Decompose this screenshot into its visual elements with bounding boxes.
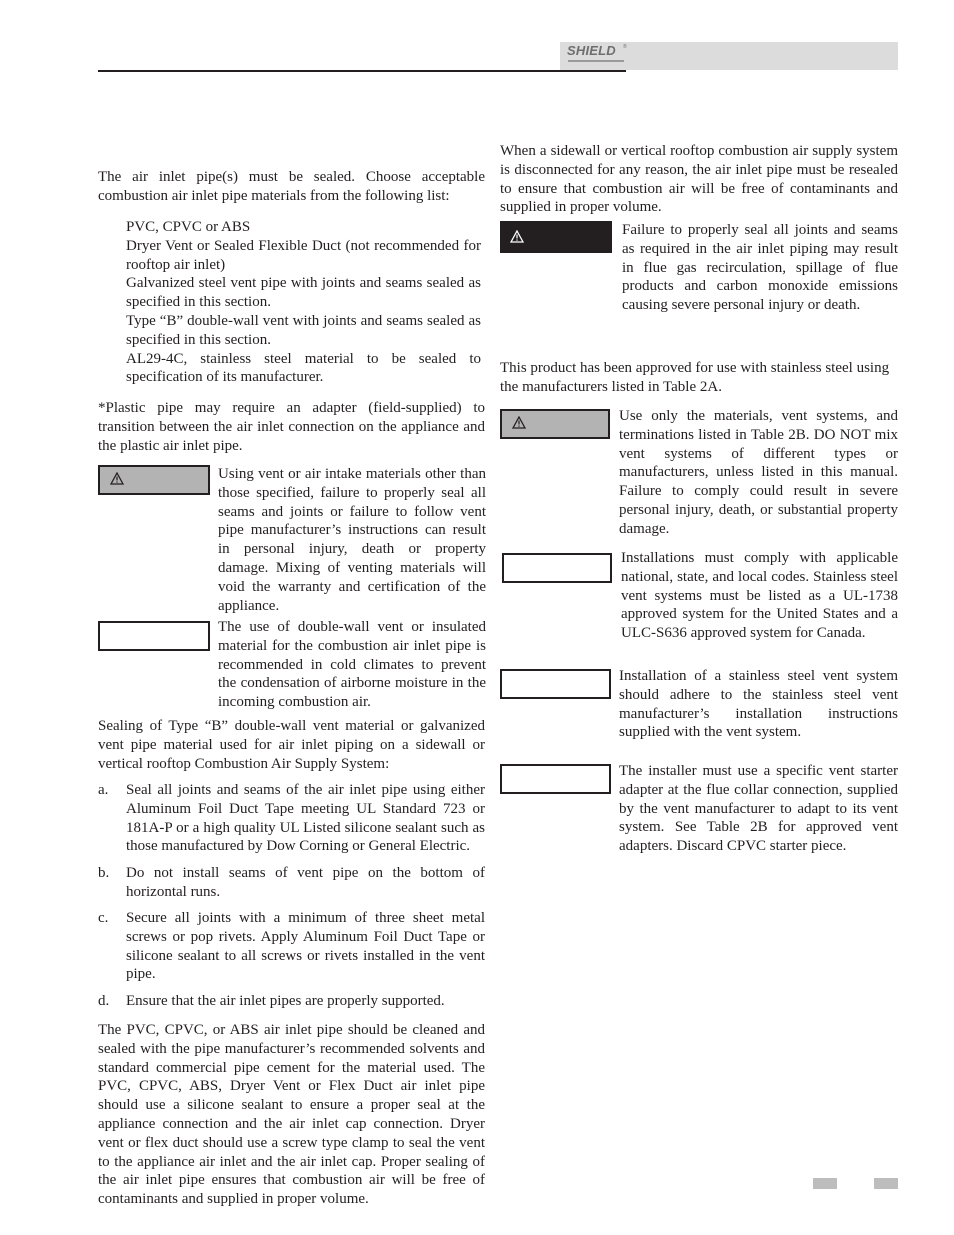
page-footer-tab bbox=[813, 1178, 837, 1189]
page-footer-tab bbox=[874, 1178, 898, 1189]
pvc-sealing-paragraph: The PVC, CPVC, or ABS air inlet pipe should be cleaned and sealed with the pipe manufacturer’s recommended solvents and standard commercial pipe cement for the material used. The PVC, CPVC, ABS, Dryer Vent or Flex Duct air inlet pipe should use a silicone sealant to ensure a proper seal at the appliance connection and the air inlet cap connection. Dryer vent or flex duct should use a screw type clamp to seal the vent to the appliance air inlet and the air inlet cap. Proper sealing of the air inlet pipe ensures that combustion air will be free of contaminants and supplied in proper volume. bbox=[98, 1022, 485, 1208]
materials-list-item: Dryer Vent or Sealed Flexible Duct (not recommended for rooftop air inlet) bbox=[126, 237, 481, 273]
logo-tagline-bar bbox=[568, 60, 624, 62]
notice-codes-text: Installations must comply with applicable national, state, and local codes. Stainless steel vent systems must be listed as a UL-1738 approved system for the United States and a ULC-S636 approved system for Canada. bbox=[621, 550, 898, 642]
materials-list bbox=[126, 218, 481, 387]
materials-list-item: PVC, CPVC or ABS bbox=[126, 219, 251, 235]
air-inlet-intro-paragraph: The air inlet pipe(s) must be sealed. Choose acceptable combustion air inlet pipe materials from the following list: bbox=[98, 169, 485, 204]
warning-badge bbox=[500, 409, 610, 439]
stainless-approval-paragraph: This product has been approved for use with stainless steel using the manufacturers listed in Table 2A. bbox=[500, 360, 890, 395]
logo-trademark: ® bbox=[623, 44, 627, 50]
warning-triangle-icon bbox=[510, 230, 524, 243]
notice-badge bbox=[98, 621, 210, 651]
logo-wordmark: SHIELD bbox=[567, 43, 616, 58]
danger-sealing-text: Failure to properly seal all joints and seams as required in the air inlet piping may result in flue gas recirculation, spillage of flue products and carbon monoxide emissions causing severe personal injury or death. bbox=[622, 222, 898, 314]
warning-venting-materials-text: Using vent or air intake materials other than those specified, failure to properly seal all seams and joints or failure to follow vent pipe manufacturer’s instructions can result in personal injury, death or property damage. Mixing of venting materials will void the warranty and certification of the appliance. bbox=[218, 466, 486, 614]
reseal-paragraph: When a sidewall or vertical rooftop combustion air supply system is disconnected for any reason, the air inlet pipe must be resealed to ensure that combustion air will be free of contaminants and supplied in proper volume. bbox=[500, 143, 898, 216]
notice-installation-text: Installation of a stainless steel vent system should adhere to the stainless steel vent manufacturer’s installation instructions supplied with the vent system. bbox=[619, 668, 898, 741]
step-marker: b. bbox=[98, 865, 110, 881]
danger-badge bbox=[500, 221, 612, 253]
materials-list-item: Galvanized steel vent pipe with joints and seams sealed as specified in this section. bbox=[126, 275, 481, 311]
materials-list-item: AL29-4C, stainless steel material to be sealed to specification of its manufacturer. bbox=[126, 350, 481, 386]
step-text: Do not install seams of vent pipe on the bottom of horizontal runs. bbox=[126, 865, 485, 900]
notice-double-wall-text: The use of double-wall vent or insulated material for the combustion air inlet pipe is recommended in cold climates to prevent the condensation of airborne moisture in the incoming combustion air. bbox=[218, 619, 486, 711]
materials-list-item: Type “B” double-wall vent with joints and seams sealed as specified in this section. bbox=[126, 312, 481, 348]
notice-starter-adapter-text: The installer must use a specific vent starter adapter at the flue collar connection, supplied by the vent manufacturer to adapt to its vent system. See Table 2B for approved vent adapters. Discard CPVC starter piece. bbox=[619, 763, 898, 855]
warning-badge bbox=[98, 465, 210, 495]
notice-badge bbox=[500, 764, 611, 794]
step-text: Ensure that the air inlet pipes are properly supported. bbox=[126, 993, 445, 1009]
warning-vent-systems-text: Use only the materials, vent systems, and terminations listed in Table 2B. DO NOT mix vent systems of different types or manufacturers, unless listed in this manual. Failure to comply could result in severe personal injury, death, or substantial property damage. bbox=[619, 408, 898, 537]
warning-triangle-icon bbox=[110, 472, 124, 485]
shield-logo bbox=[563, 42, 627, 68]
step-text: Secure all joints with a minimum of three sheet metal screws or pop rivets. Apply Aluminum Foil Duct Tape or silicone sealant to all screws or rivets installed in the vent pipe. bbox=[126, 910, 485, 983]
plastic-pipe-note: *Plastic pipe may require an adapter (field-supplied) to transition between the air inlet connection on the appliance and the plastic air inlet pipe. bbox=[98, 400, 485, 454]
step-marker: a. bbox=[98, 782, 109, 798]
step-marker: d. bbox=[98, 993, 110, 1009]
sealing-type-b-paragraph: Sealing of Type “B” double-wall vent material or galvanized vent pipe material used for air inlet piping on a sidewall or vertical rooftop Combustion Air Supply System: bbox=[98, 718, 485, 772]
notice-badge bbox=[500, 669, 611, 699]
step-text: Seal all joints and seams of the air inlet pipe using either Aluminum Foil Duct Tape meeting UL Standard 723 or 181A-P or a high quality UL Listed silicone sealant such as those manufactured by Dow Corning or General Electric. bbox=[126, 782, 485, 855]
header-rule bbox=[98, 70, 626, 72]
notice-badge bbox=[502, 553, 612, 583]
warning-triangle-icon bbox=[512, 416, 526, 429]
step-marker: c. bbox=[98, 910, 109, 926]
